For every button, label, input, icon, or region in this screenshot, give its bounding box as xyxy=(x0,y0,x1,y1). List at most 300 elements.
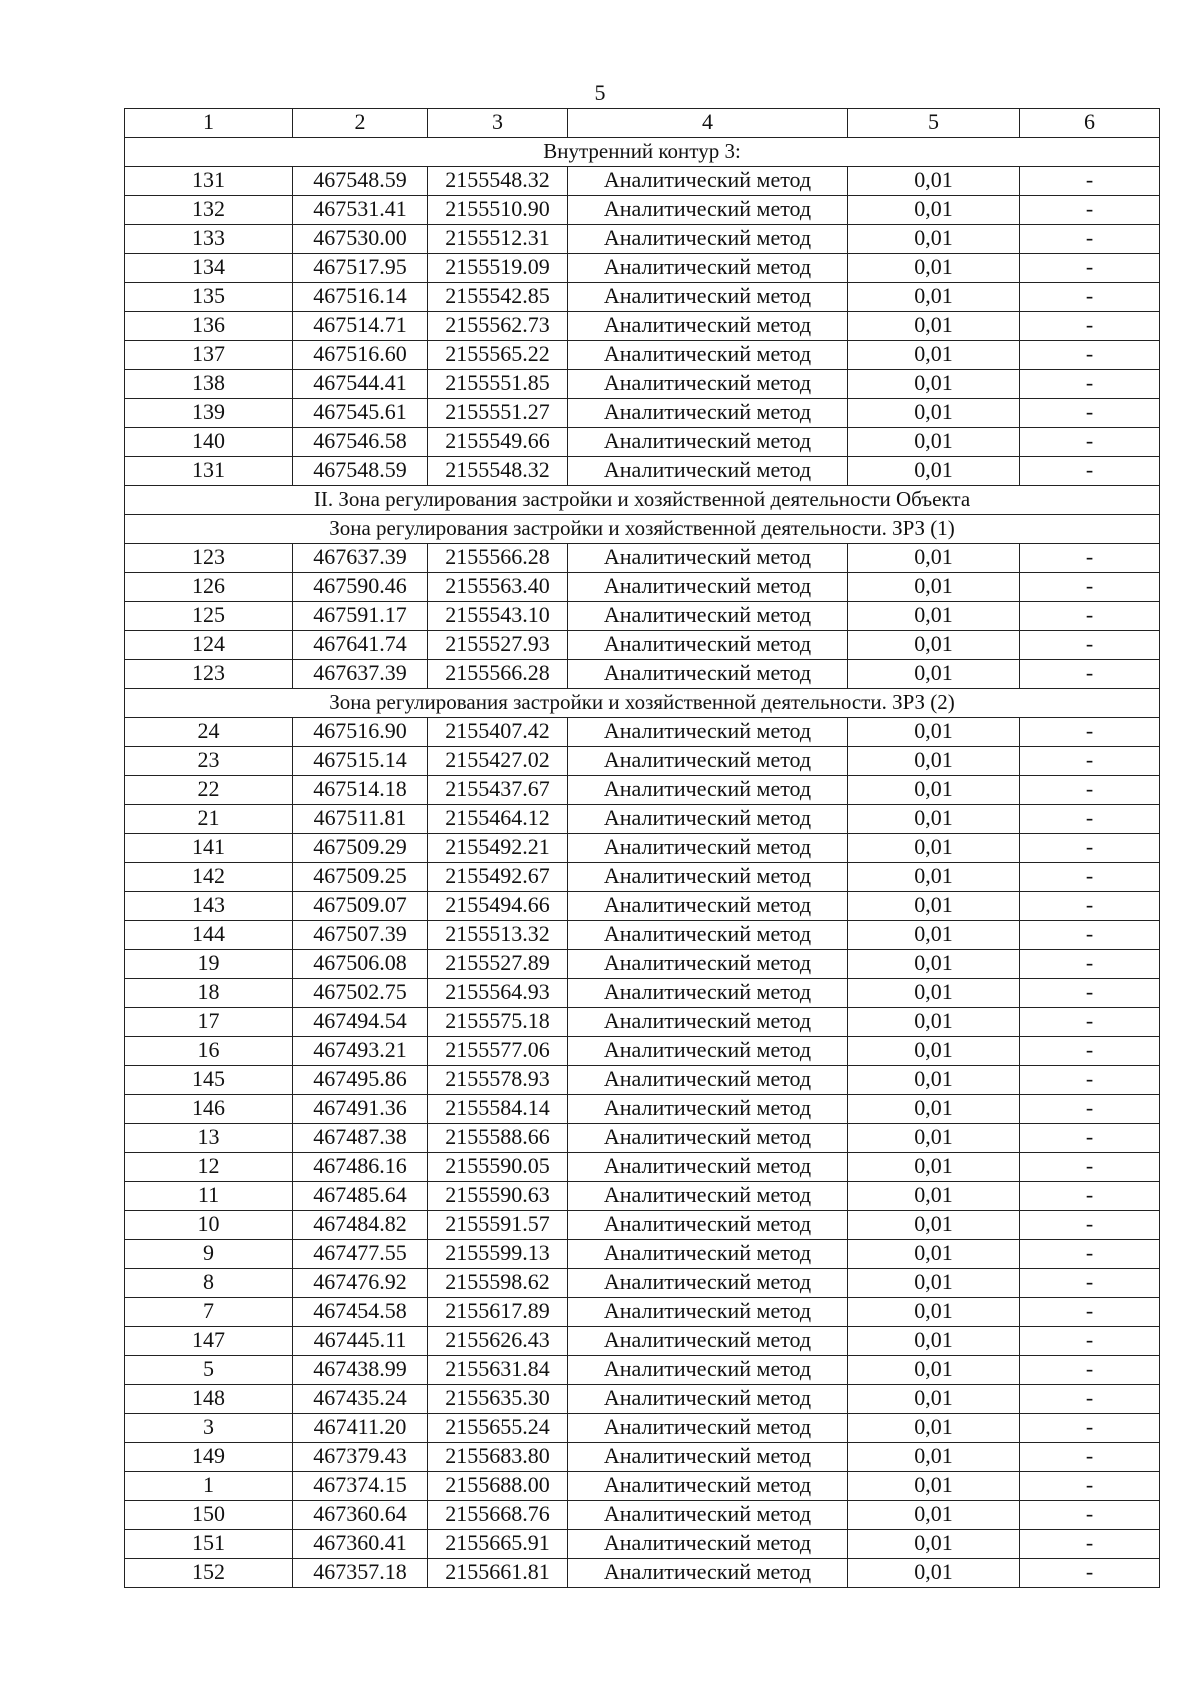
table-row xyxy=(125,863,1160,892)
x-coordinate-cell: 467531.41 xyxy=(293,196,428,225)
method-cell: Аналитический метод xyxy=(568,544,848,573)
y-coordinate-cell: 2155492.21 xyxy=(428,834,568,863)
x-coordinate-cell: 467445.11 xyxy=(293,1327,428,1356)
method-cell: Аналитический метод xyxy=(568,1269,848,1298)
method-cell: Аналитический метод xyxy=(568,1153,848,1182)
coordinates-table xyxy=(124,108,1160,1588)
description-cell: - xyxy=(1020,1124,1160,1153)
y-coordinate-cell: 2155584.14 xyxy=(428,1095,568,1124)
table-row xyxy=(125,312,1160,341)
accuracy-cell: 0,01 xyxy=(848,1037,1020,1066)
table-row xyxy=(125,1501,1160,1530)
table-row xyxy=(125,892,1160,921)
section-title: Зона регулирования застройки и хозяйственной деятельности. ЗРЗ (2) xyxy=(125,689,1160,718)
table-row xyxy=(125,225,1160,254)
point-number-cell: 124 xyxy=(125,631,293,660)
description-cell: - xyxy=(1020,979,1160,1008)
method-cell: Аналитический метод xyxy=(568,370,848,399)
table-row xyxy=(125,1385,1160,1414)
description-cell: - xyxy=(1020,776,1160,805)
x-coordinate-cell: 467360.64 xyxy=(293,1501,428,1530)
point-number-cell: 5 xyxy=(125,1356,293,1385)
table-row xyxy=(125,776,1160,805)
point-number-cell: 21 xyxy=(125,805,293,834)
method-cell: Аналитический метод xyxy=(568,1240,848,1269)
table-row xyxy=(125,1037,1160,1066)
y-coordinate-cell: 2155661.81 xyxy=(428,1559,568,1588)
point-number-cell: 19 xyxy=(125,950,293,979)
description-cell: - xyxy=(1020,660,1160,689)
accuracy-cell: 0,01 xyxy=(848,892,1020,921)
x-coordinate-cell: 467511.81 xyxy=(293,805,428,834)
table-row xyxy=(125,1066,1160,1095)
x-coordinate-cell: 467641.74 xyxy=(293,631,428,660)
table-row xyxy=(125,283,1160,312)
accuracy-cell: 0,01 xyxy=(848,718,1020,747)
point-number-cell: 8 xyxy=(125,1269,293,1298)
description-cell: - xyxy=(1020,573,1160,602)
y-coordinate-cell: 2155565.22 xyxy=(428,341,568,370)
accuracy-cell: 0,01 xyxy=(848,370,1020,399)
method-cell: Аналитический метод xyxy=(568,805,848,834)
point-number-cell: 16 xyxy=(125,1037,293,1066)
y-coordinate-cell: 2155590.63 xyxy=(428,1182,568,1211)
accuracy-cell: 0,01 xyxy=(848,428,1020,457)
method-cell: Аналитический метод xyxy=(568,747,848,776)
method-cell: Аналитический метод xyxy=(568,1559,848,1588)
description-cell: - xyxy=(1020,1211,1160,1240)
y-coordinate-cell: 2155591.57 xyxy=(428,1211,568,1240)
x-coordinate-cell: 467486.16 xyxy=(293,1153,428,1182)
x-coordinate-cell: 467360.41 xyxy=(293,1530,428,1559)
description-cell: - xyxy=(1020,921,1160,950)
y-coordinate-cell: 2155688.00 xyxy=(428,1472,568,1501)
point-number-cell: 151 xyxy=(125,1530,293,1559)
point-number-cell: 3 xyxy=(125,1414,293,1443)
x-coordinate-cell: 467516.14 xyxy=(293,283,428,312)
column-header: 6 xyxy=(1020,109,1160,138)
table-row xyxy=(125,573,1160,602)
point-number-cell: 149 xyxy=(125,1443,293,1472)
description-cell: - xyxy=(1020,341,1160,370)
point-number-cell: 9 xyxy=(125,1240,293,1269)
x-coordinate-cell: 467507.39 xyxy=(293,921,428,950)
y-coordinate-cell: 2155563.40 xyxy=(428,573,568,602)
y-coordinate-cell: 2155577.06 xyxy=(428,1037,568,1066)
accuracy-cell: 0,01 xyxy=(848,1559,1020,1588)
point-number-cell: 18 xyxy=(125,979,293,1008)
x-coordinate-cell: 467506.08 xyxy=(293,950,428,979)
table-row xyxy=(125,631,1160,660)
y-coordinate-cell: 2155492.67 xyxy=(428,863,568,892)
y-coordinate-cell: 2155578.93 xyxy=(428,1066,568,1095)
y-coordinate-cell: 2155542.85 xyxy=(428,283,568,312)
accuracy-cell: 0,01 xyxy=(848,254,1020,283)
x-coordinate-cell: 467487.38 xyxy=(293,1124,428,1153)
accuracy-cell: 0,01 xyxy=(848,1008,1020,1037)
table-row xyxy=(125,196,1160,225)
method-cell: Аналитический метод xyxy=(568,1472,848,1501)
page-number: 5 xyxy=(594,80,606,105)
table-row xyxy=(125,1443,1160,1472)
method-cell: Аналитический метод xyxy=(568,892,848,921)
method-cell: Аналитический метод xyxy=(568,1095,848,1124)
y-coordinate-cell: 2155551.27 xyxy=(428,399,568,428)
x-coordinate-cell: 467530.00 xyxy=(293,225,428,254)
point-number-cell: 147 xyxy=(125,1327,293,1356)
description-cell: - xyxy=(1020,1356,1160,1385)
description-cell: - xyxy=(1020,1501,1160,1530)
description-cell: - xyxy=(1020,1414,1160,1443)
point-number-cell: 134 xyxy=(125,254,293,283)
point-number-cell: 152 xyxy=(125,1559,293,1588)
table-row xyxy=(125,1356,1160,1385)
description-cell: - xyxy=(1020,1037,1160,1066)
y-coordinate-cell: 2155564.93 xyxy=(428,979,568,1008)
point-number-cell: 132 xyxy=(125,196,293,225)
description-cell: - xyxy=(1020,602,1160,631)
method-cell: Аналитический метод xyxy=(568,167,848,196)
y-coordinate-cell: 2155599.13 xyxy=(428,1240,568,1269)
table-row xyxy=(125,602,1160,631)
point-number-cell: 125 xyxy=(125,602,293,631)
x-coordinate-cell: 467515.14 xyxy=(293,747,428,776)
method-cell: Аналитический метод xyxy=(568,718,848,747)
point-number-cell: 143 xyxy=(125,892,293,921)
table-row xyxy=(125,1298,1160,1327)
description-cell: - xyxy=(1020,834,1160,863)
y-coordinate-cell: 2155598.62 xyxy=(428,1269,568,1298)
y-coordinate-cell: 2155464.12 xyxy=(428,805,568,834)
point-number-cell: 139 xyxy=(125,399,293,428)
method-cell: Аналитический метод xyxy=(568,1124,848,1153)
table-row xyxy=(125,1182,1160,1211)
y-coordinate-cell: 2155494.66 xyxy=(428,892,568,921)
point-number-cell: 144 xyxy=(125,921,293,950)
method-cell: Аналитический метод xyxy=(568,399,848,428)
method-cell: Аналитический метод xyxy=(568,283,848,312)
accuracy-cell: 0,01 xyxy=(848,312,1020,341)
y-coordinate-cell: 2155617.89 xyxy=(428,1298,568,1327)
accuracy-cell: 0,01 xyxy=(848,1385,1020,1414)
description-cell: - xyxy=(1020,1327,1160,1356)
point-number-cell: 123 xyxy=(125,660,293,689)
description-cell: - xyxy=(1020,370,1160,399)
accuracy-cell: 0,01 xyxy=(848,283,1020,312)
table-row xyxy=(125,428,1160,457)
method-cell: Аналитический метод xyxy=(568,1008,848,1037)
method-cell: Аналитический метод xyxy=(568,950,848,979)
method-cell: Аналитический метод xyxy=(568,428,848,457)
description-cell: - xyxy=(1020,1269,1160,1298)
table-row xyxy=(125,805,1160,834)
description-cell: - xyxy=(1020,747,1160,776)
description-cell: - xyxy=(1020,312,1160,341)
method-cell: Аналитический метод xyxy=(568,863,848,892)
table-row xyxy=(125,341,1160,370)
section-title-row xyxy=(125,515,1160,544)
accuracy-cell: 0,01 xyxy=(848,1472,1020,1501)
x-coordinate-cell: 467509.07 xyxy=(293,892,428,921)
point-number-cell: 23 xyxy=(125,747,293,776)
y-coordinate-cell: 2155588.66 xyxy=(428,1124,568,1153)
y-coordinate-cell: 2155668.76 xyxy=(428,1501,568,1530)
y-coordinate-cell: 2155683.80 xyxy=(428,1443,568,1472)
method-cell: Аналитический метод xyxy=(568,1037,848,1066)
accuracy-cell: 0,01 xyxy=(848,196,1020,225)
x-coordinate-cell: 467379.43 xyxy=(293,1443,428,1472)
x-coordinate-cell: 467544.41 xyxy=(293,370,428,399)
y-coordinate-cell: 2155575.18 xyxy=(428,1008,568,1037)
column-header: 3 xyxy=(428,109,568,138)
section-title-row xyxy=(125,689,1160,718)
accuracy-cell: 0,01 xyxy=(848,1443,1020,1472)
method-cell: Аналитический метод xyxy=(568,573,848,602)
y-coordinate-cell: 2155590.05 xyxy=(428,1153,568,1182)
table-row xyxy=(125,921,1160,950)
point-number-cell: 17 xyxy=(125,1008,293,1037)
coordinates-table-body xyxy=(125,109,1160,1588)
point-number-cell: 22 xyxy=(125,776,293,805)
table-row xyxy=(125,1240,1160,1269)
table-row xyxy=(125,167,1160,196)
x-coordinate-cell: 467516.90 xyxy=(293,718,428,747)
method-cell: Аналитический метод xyxy=(568,834,848,863)
table-row xyxy=(125,457,1160,486)
table-row xyxy=(125,1269,1160,1298)
x-coordinate-cell: 467435.24 xyxy=(293,1385,428,1414)
column-header: 2 xyxy=(293,109,428,138)
table-row xyxy=(125,1530,1160,1559)
accuracy-cell: 0,01 xyxy=(848,602,1020,631)
section-title: II. Зона регулирования застройки и хозяйственной деятельности Объекта xyxy=(125,486,1160,515)
x-coordinate-cell: 467516.60 xyxy=(293,341,428,370)
accuracy-cell: 0,01 xyxy=(848,805,1020,834)
x-coordinate-cell: 467545.61 xyxy=(293,399,428,428)
method-cell: Аналитический метод xyxy=(568,660,848,689)
description-cell: - xyxy=(1020,457,1160,486)
y-coordinate-cell: 2155527.89 xyxy=(428,950,568,979)
x-coordinate-cell: 467454.58 xyxy=(293,1298,428,1327)
x-coordinate-cell: 467476.92 xyxy=(293,1269,428,1298)
x-coordinate-cell: 467357.18 xyxy=(293,1559,428,1588)
accuracy-cell: 0,01 xyxy=(848,399,1020,428)
table-row xyxy=(125,1124,1160,1153)
y-coordinate-cell: 2155551.85 xyxy=(428,370,568,399)
table-row xyxy=(125,1008,1160,1037)
point-number-cell: 13 xyxy=(125,1124,293,1153)
accuracy-cell: 0,01 xyxy=(848,1356,1020,1385)
point-number-cell: 141 xyxy=(125,834,293,863)
x-coordinate-cell: 467590.46 xyxy=(293,573,428,602)
point-number-cell: 150 xyxy=(125,1501,293,1530)
description-cell: - xyxy=(1020,1298,1160,1327)
description-cell: - xyxy=(1020,544,1160,573)
table-row xyxy=(125,1211,1160,1240)
accuracy-cell: 0,01 xyxy=(848,1240,1020,1269)
table-row xyxy=(125,747,1160,776)
description-cell: - xyxy=(1020,1559,1160,1588)
method-cell: Аналитический метод xyxy=(568,631,848,660)
x-coordinate-cell: 467411.20 xyxy=(293,1414,428,1443)
method-cell: Аналитический метод xyxy=(568,921,848,950)
y-coordinate-cell: 2155631.84 xyxy=(428,1356,568,1385)
y-coordinate-cell: 2155437.67 xyxy=(428,776,568,805)
table-row xyxy=(125,1414,1160,1443)
x-coordinate-cell: 467494.54 xyxy=(293,1008,428,1037)
description-cell: - xyxy=(1020,718,1160,747)
method-cell: Аналитический метод xyxy=(568,196,848,225)
method-cell: Аналитический метод xyxy=(568,602,848,631)
table-row xyxy=(125,1472,1160,1501)
accuracy-cell: 0,01 xyxy=(848,1269,1020,1298)
method-cell: Аналитический метод xyxy=(568,1356,848,1385)
table-row xyxy=(125,834,1160,863)
table-header-row xyxy=(125,109,1160,138)
column-header: 5 xyxy=(848,109,1020,138)
description-cell: - xyxy=(1020,167,1160,196)
accuracy-cell: 0,01 xyxy=(848,1124,1020,1153)
accuracy-cell: 0,01 xyxy=(848,631,1020,660)
point-number-cell: 7 xyxy=(125,1298,293,1327)
method-cell: Аналитический метод xyxy=(568,341,848,370)
y-coordinate-cell: 2155548.32 xyxy=(428,167,568,196)
accuracy-cell: 0,01 xyxy=(848,167,1020,196)
point-number-cell: 136 xyxy=(125,312,293,341)
point-number-cell: 146 xyxy=(125,1095,293,1124)
description-cell: - xyxy=(1020,1095,1160,1124)
description-cell: - xyxy=(1020,196,1160,225)
accuracy-cell: 0,01 xyxy=(848,747,1020,776)
method-cell: Аналитический метод xyxy=(568,1327,848,1356)
description-cell: - xyxy=(1020,1153,1160,1182)
method-cell: Аналитический метод xyxy=(568,1182,848,1211)
table-row xyxy=(125,950,1160,979)
accuracy-cell: 0,01 xyxy=(848,660,1020,689)
accuracy-cell: 0,01 xyxy=(848,1530,1020,1559)
description-cell: - xyxy=(1020,1530,1160,1559)
x-coordinate-cell: 467477.55 xyxy=(293,1240,428,1269)
x-coordinate-cell: 467514.71 xyxy=(293,312,428,341)
table-row xyxy=(125,399,1160,428)
method-cell: Аналитический метод xyxy=(568,1443,848,1472)
description-cell: - xyxy=(1020,1066,1160,1095)
method-cell: Аналитический метод xyxy=(568,979,848,1008)
y-coordinate-cell: 2155665.91 xyxy=(428,1530,568,1559)
point-number-cell: 148 xyxy=(125,1385,293,1414)
y-coordinate-cell: 2155527.93 xyxy=(428,631,568,660)
point-number-cell: 133 xyxy=(125,225,293,254)
x-coordinate-cell: 467517.95 xyxy=(293,254,428,283)
point-number-cell: 10 xyxy=(125,1211,293,1240)
description-cell: - xyxy=(1020,1385,1160,1414)
x-coordinate-cell: 467509.25 xyxy=(293,863,428,892)
section-title: Внутренний контур 3: xyxy=(125,138,1160,167)
y-coordinate-cell: 2155635.30 xyxy=(428,1385,568,1414)
x-coordinate-cell: 467548.59 xyxy=(293,167,428,196)
y-coordinate-cell: 2155562.73 xyxy=(428,312,568,341)
method-cell: Аналитический метод xyxy=(568,1298,848,1327)
accuracy-cell: 0,01 xyxy=(848,1066,1020,1095)
point-number-cell: 145 xyxy=(125,1066,293,1095)
description-cell: - xyxy=(1020,863,1160,892)
accuracy-cell: 0,01 xyxy=(848,1182,1020,1211)
method-cell: Аналитический метод xyxy=(568,225,848,254)
method-cell: Аналитический метод xyxy=(568,1211,848,1240)
accuracy-cell: 0,01 xyxy=(848,544,1020,573)
x-coordinate-cell: 467637.39 xyxy=(293,544,428,573)
y-coordinate-cell: 2155548.32 xyxy=(428,457,568,486)
x-coordinate-cell: 467485.64 xyxy=(293,1182,428,1211)
description-cell: - xyxy=(1020,631,1160,660)
accuracy-cell: 0,01 xyxy=(848,979,1020,1008)
section-title: Зона регулирования застройки и хозяйственной деятельности. ЗРЗ (1) xyxy=(125,515,1160,544)
method-cell: Аналитический метод xyxy=(568,312,848,341)
method-cell: Аналитический метод xyxy=(568,254,848,283)
table-row xyxy=(125,1095,1160,1124)
method-cell: Аналитический метод xyxy=(568,457,848,486)
point-number-cell: 131 xyxy=(125,167,293,196)
point-number-cell: 12 xyxy=(125,1153,293,1182)
y-coordinate-cell: 2155543.10 xyxy=(428,602,568,631)
method-cell: Аналитический метод xyxy=(568,776,848,805)
point-number-cell: 135 xyxy=(125,283,293,312)
accuracy-cell: 0,01 xyxy=(848,863,1020,892)
table-row xyxy=(125,254,1160,283)
accuracy-cell: 0,01 xyxy=(848,1095,1020,1124)
point-number-cell: 24 xyxy=(125,718,293,747)
table-row xyxy=(125,1559,1160,1588)
x-coordinate-cell: 467591.17 xyxy=(293,602,428,631)
x-coordinate-cell: 467637.39 xyxy=(293,660,428,689)
x-coordinate-cell: 467493.21 xyxy=(293,1037,428,1066)
description-cell: - xyxy=(1020,1008,1160,1037)
y-coordinate-cell: 2155626.43 xyxy=(428,1327,568,1356)
description-cell: - xyxy=(1020,399,1160,428)
accuracy-cell: 0,01 xyxy=(848,1298,1020,1327)
y-coordinate-cell: 2155566.28 xyxy=(428,660,568,689)
accuracy-cell: 0,01 xyxy=(848,1414,1020,1443)
y-coordinate-cell: 2155566.28 xyxy=(428,544,568,573)
description-cell: - xyxy=(1020,254,1160,283)
accuracy-cell: 0,01 xyxy=(848,341,1020,370)
point-number-cell: 11 xyxy=(125,1182,293,1211)
accuracy-cell: 0,01 xyxy=(848,1211,1020,1240)
x-coordinate-cell: 467484.82 xyxy=(293,1211,428,1240)
table-row xyxy=(125,979,1160,1008)
table-row xyxy=(125,1327,1160,1356)
y-coordinate-cell: 2155427.02 xyxy=(428,747,568,776)
y-coordinate-cell: 2155655.24 xyxy=(428,1414,568,1443)
table-row xyxy=(125,1153,1160,1182)
y-coordinate-cell: 2155512.31 xyxy=(428,225,568,254)
method-cell: Аналитический метод xyxy=(568,1414,848,1443)
description-cell: - xyxy=(1020,1472,1160,1501)
x-coordinate-cell: 467546.58 xyxy=(293,428,428,457)
method-cell: Аналитический метод xyxy=(568,1385,848,1414)
x-coordinate-cell: 467491.36 xyxy=(293,1095,428,1124)
x-coordinate-cell: 467514.18 xyxy=(293,776,428,805)
accuracy-cell: 0,01 xyxy=(848,1327,1020,1356)
accuracy-cell: 0,01 xyxy=(848,921,1020,950)
y-coordinate-cell: 2155407.42 xyxy=(428,718,568,747)
x-coordinate-cell: 467374.15 xyxy=(293,1472,428,1501)
column-header: 1 xyxy=(125,109,293,138)
accuracy-cell: 0,01 xyxy=(848,1153,1020,1182)
y-coordinate-cell: 2155519.09 xyxy=(428,254,568,283)
accuracy-cell: 0,01 xyxy=(848,950,1020,979)
point-number-cell: 131 xyxy=(125,457,293,486)
